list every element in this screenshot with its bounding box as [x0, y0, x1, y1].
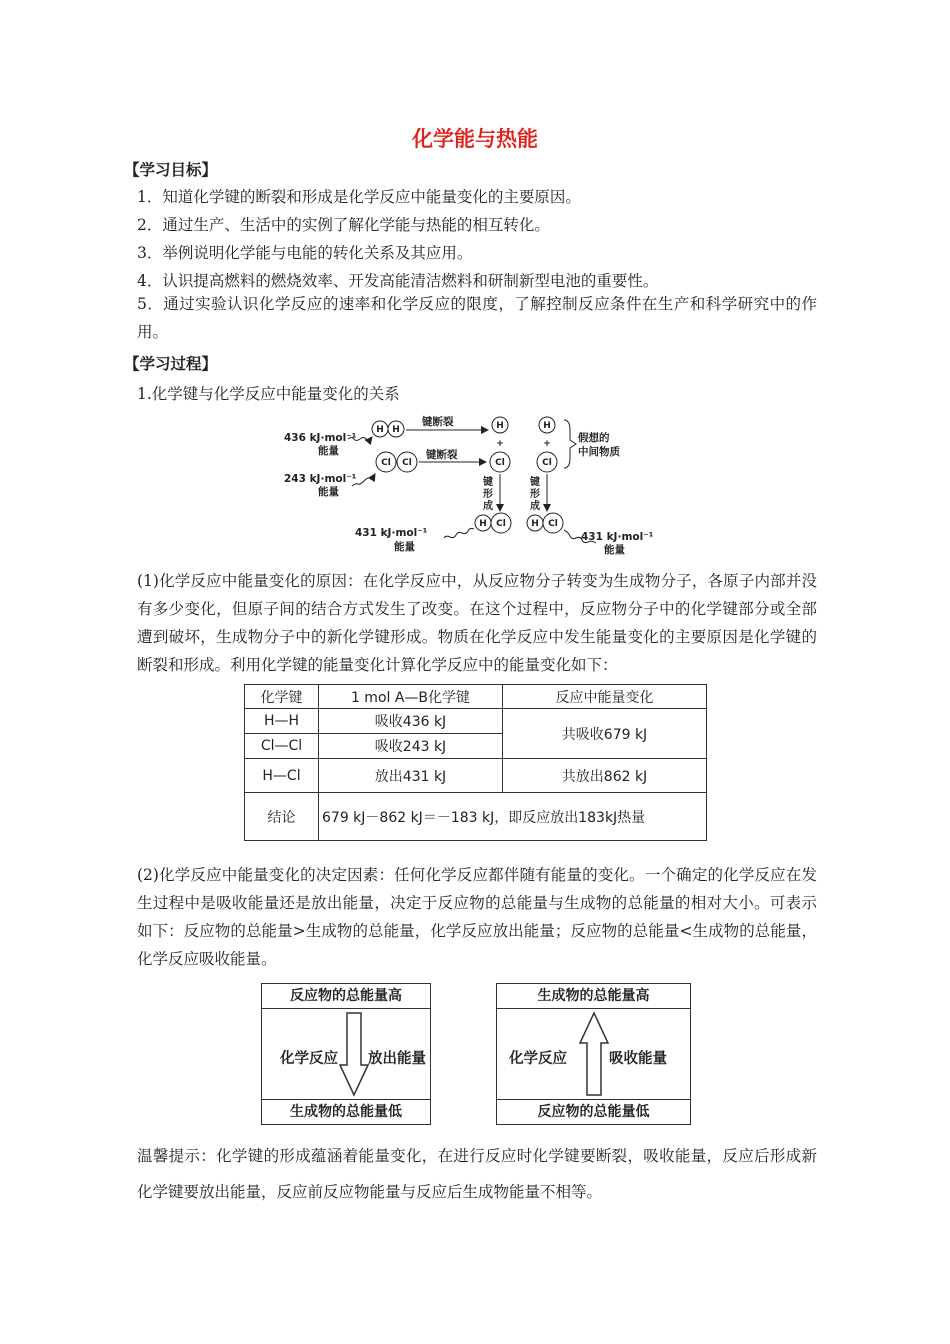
table-cell-energy: 吸收243 kJ [319, 734, 503, 759]
table-cell-bond: H—H [245, 709, 319, 734]
atom-h-label: H [392, 425, 400, 435]
exo-effect-label: 放出能量 [368, 1051, 426, 1067]
objective-1: 1．知道化学键的断裂和形成是化学反应中能量变化的主要原因。 [137, 188, 581, 206]
table-cell-absorb-total: 共吸收679 kJ [503, 709, 707, 759]
endo-bottom-label: 反应物的总能量低 [497, 1099, 690, 1124]
tip-paragraph: 温馨提示：化学键的形成蕴涵着能量变化，在进行反应时化学键要断裂，吸收能量，反应后形成新化学键要放出能量，反应前反应物能量与反应后生成物能量不相等。 [137, 1147, 817, 1201]
energy-hcl-right-value: 431 kJ·mol⁻¹ [581, 531, 654, 543]
bond-break-label-1: 键断裂 [422, 416, 454, 428]
table-cell-energy: 放出431 kJ [319, 759, 503, 793]
table-header: 化学键 [245, 685, 319, 709]
exothermic-diagram [261, 983, 431, 1125]
table-cell-release-total: 共放出862 kJ [503, 759, 707, 793]
objectives-heading: 【学习目标】 [124, 161, 218, 179]
atom-cl-label: Cl [496, 519, 506, 529]
plus-sign: + [543, 439, 551, 449]
table-header: 1 mol A—B化学键 [319, 685, 503, 709]
objective-5: 5．通过实验认识化学反应的速率和化学反应的限度，了解控制反应条件在生产和科学研究中的作用。 [137, 295, 817, 341]
table-cell-energy: 吸收436 kJ [319, 709, 503, 734]
paragraph-energy-cause: (1)化学反应中能量变化的原因：在化学反应中，从反应物分子转变为生成物分子，各原子内部并没有多少变化，但原子间的结合方式发生了改变。在这个过程中，反应物分子中的化学键部分或全部遭到破坏，生成物分子中的新化学键形成。物质在化学反应中发生能量变化的主要原因是化学键的断裂和形成。利用化学键的能量变化计算化学反应中的能量变化如下： [137, 572, 817, 674]
objective-3: 3．举例说明化学能与电能的转化关系及其应用。 [137, 244, 473, 262]
up-arrow-icon [578, 1011, 610, 1097]
energy-hcl-left-value: 431 kJ·mol⁻¹ [355, 527, 428, 539]
energy-hh-label: 能量 [318, 445, 339, 457]
bond-break-label-2: 键断裂 [426, 449, 458, 461]
hypothetical-label: 假想的 [578, 432, 610, 444]
table-cell-bond: H—Cl [245, 759, 319, 793]
table-cell-bond: Cl—Cl [245, 734, 319, 759]
table-conclusion-label: 结论 [245, 793, 319, 841]
energy-clcl-value: 243 kJ·mol⁻¹ [284, 473, 357, 485]
plus-sign: + [496, 439, 504, 449]
endo-effect-label: 吸收能量 [609, 1051, 667, 1067]
exo-reaction-label: 化学反应 [280, 1051, 338, 1067]
table-conclusion-text: 679 kJ－862 kJ＝－183 kJ，即反应放出183kJ热量 [319, 793, 707, 841]
intermediate-label: 中间物质 [578, 446, 620, 458]
down-arrow-icon [338, 1011, 370, 1097]
exo-top-label: 反应物的总能量高 [262, 984, 430, 1009]
energy-hh-value: 436 kJ·mol⁻¹ [284, 432, 357, 444]
atom-h-label: H [479, 519, 487, 529]
atom-h-label: H [376, 425, 384, 435]
table-header: 反应中能量变化 [503, 685, 707, 709]
atom-cl-label: Cl [548, 519, 558, 529]
bond-form-label-1: 键形成 [483, 477, 493, 512]
paragraph-energy-factor: (2)化学反应中能量变化的决定因素：任何化学反应都伴随有能量的变化。一个确定的化学反应在发生过程中是吸收能量还是放出能量，决定于反应物的总能量与生成物的总能量的相对大小。可表示如下：反应物的总能量>生成物的总能量，化学反应放出能量；反应物的总能量<生成物的总能量，化学反应吸收能量。 [137, 866, 817, 968]
atom-h-label: H [543, 421, 551, 431]
energy-hcl-left-label: 能量 [394, 541, 415, 553]
atom-cl-label: Cl [402, 458, 412, 468]
endo-top-label: 生成物的总能量高 [497, 984, 690, 1009]
bond-form-label-2: 键形成 [530, 477, 540, 512]
bond-energy-diagram [280, 412, 680, 560]
exo-bottom-label: 生成物的总能量低 [262, 1099, 430, 1124]
atom-cl-label: Cl [542, 458, 552, 468]
bond-energy-table [244, 684, 707, 841]
atom-cl-label: Cl [495, 458, 505, 468]
page-title: 化学能与热能 [412, 127, 538, 151]
energy-clcl-label: 能量 [318, 486, 339, 498]
atom-h-label: H [496, 421, 504, 431]
atom-h-label: H [531, 519, 539, 529]
energy-hcl-right-label: 能量 [604, 544, 625, 556]
section-1-title: 1.化学键与化学反应中能量变化的关系 [137, 385, 400, 403]
objective-2: 2．通过生产、生活中的实例了解化学能与热能的相互转化。 [137, 216, 550, 234]
process-heading: 【学习过程】 [124, 355, 218, 373]
objective-4: 4．认识提高燃料的燃烧效率、开发高能清洁燃料和研制新型电池的重要性。 [137, 272, 659, 290]
endothermic-diagram [496, 983, 691, 1125]
endo-reaction-label: 化学反应 [509, 1051, 567, 1067]
atom-cl-label: Cl [381, 458, 391, 468]
